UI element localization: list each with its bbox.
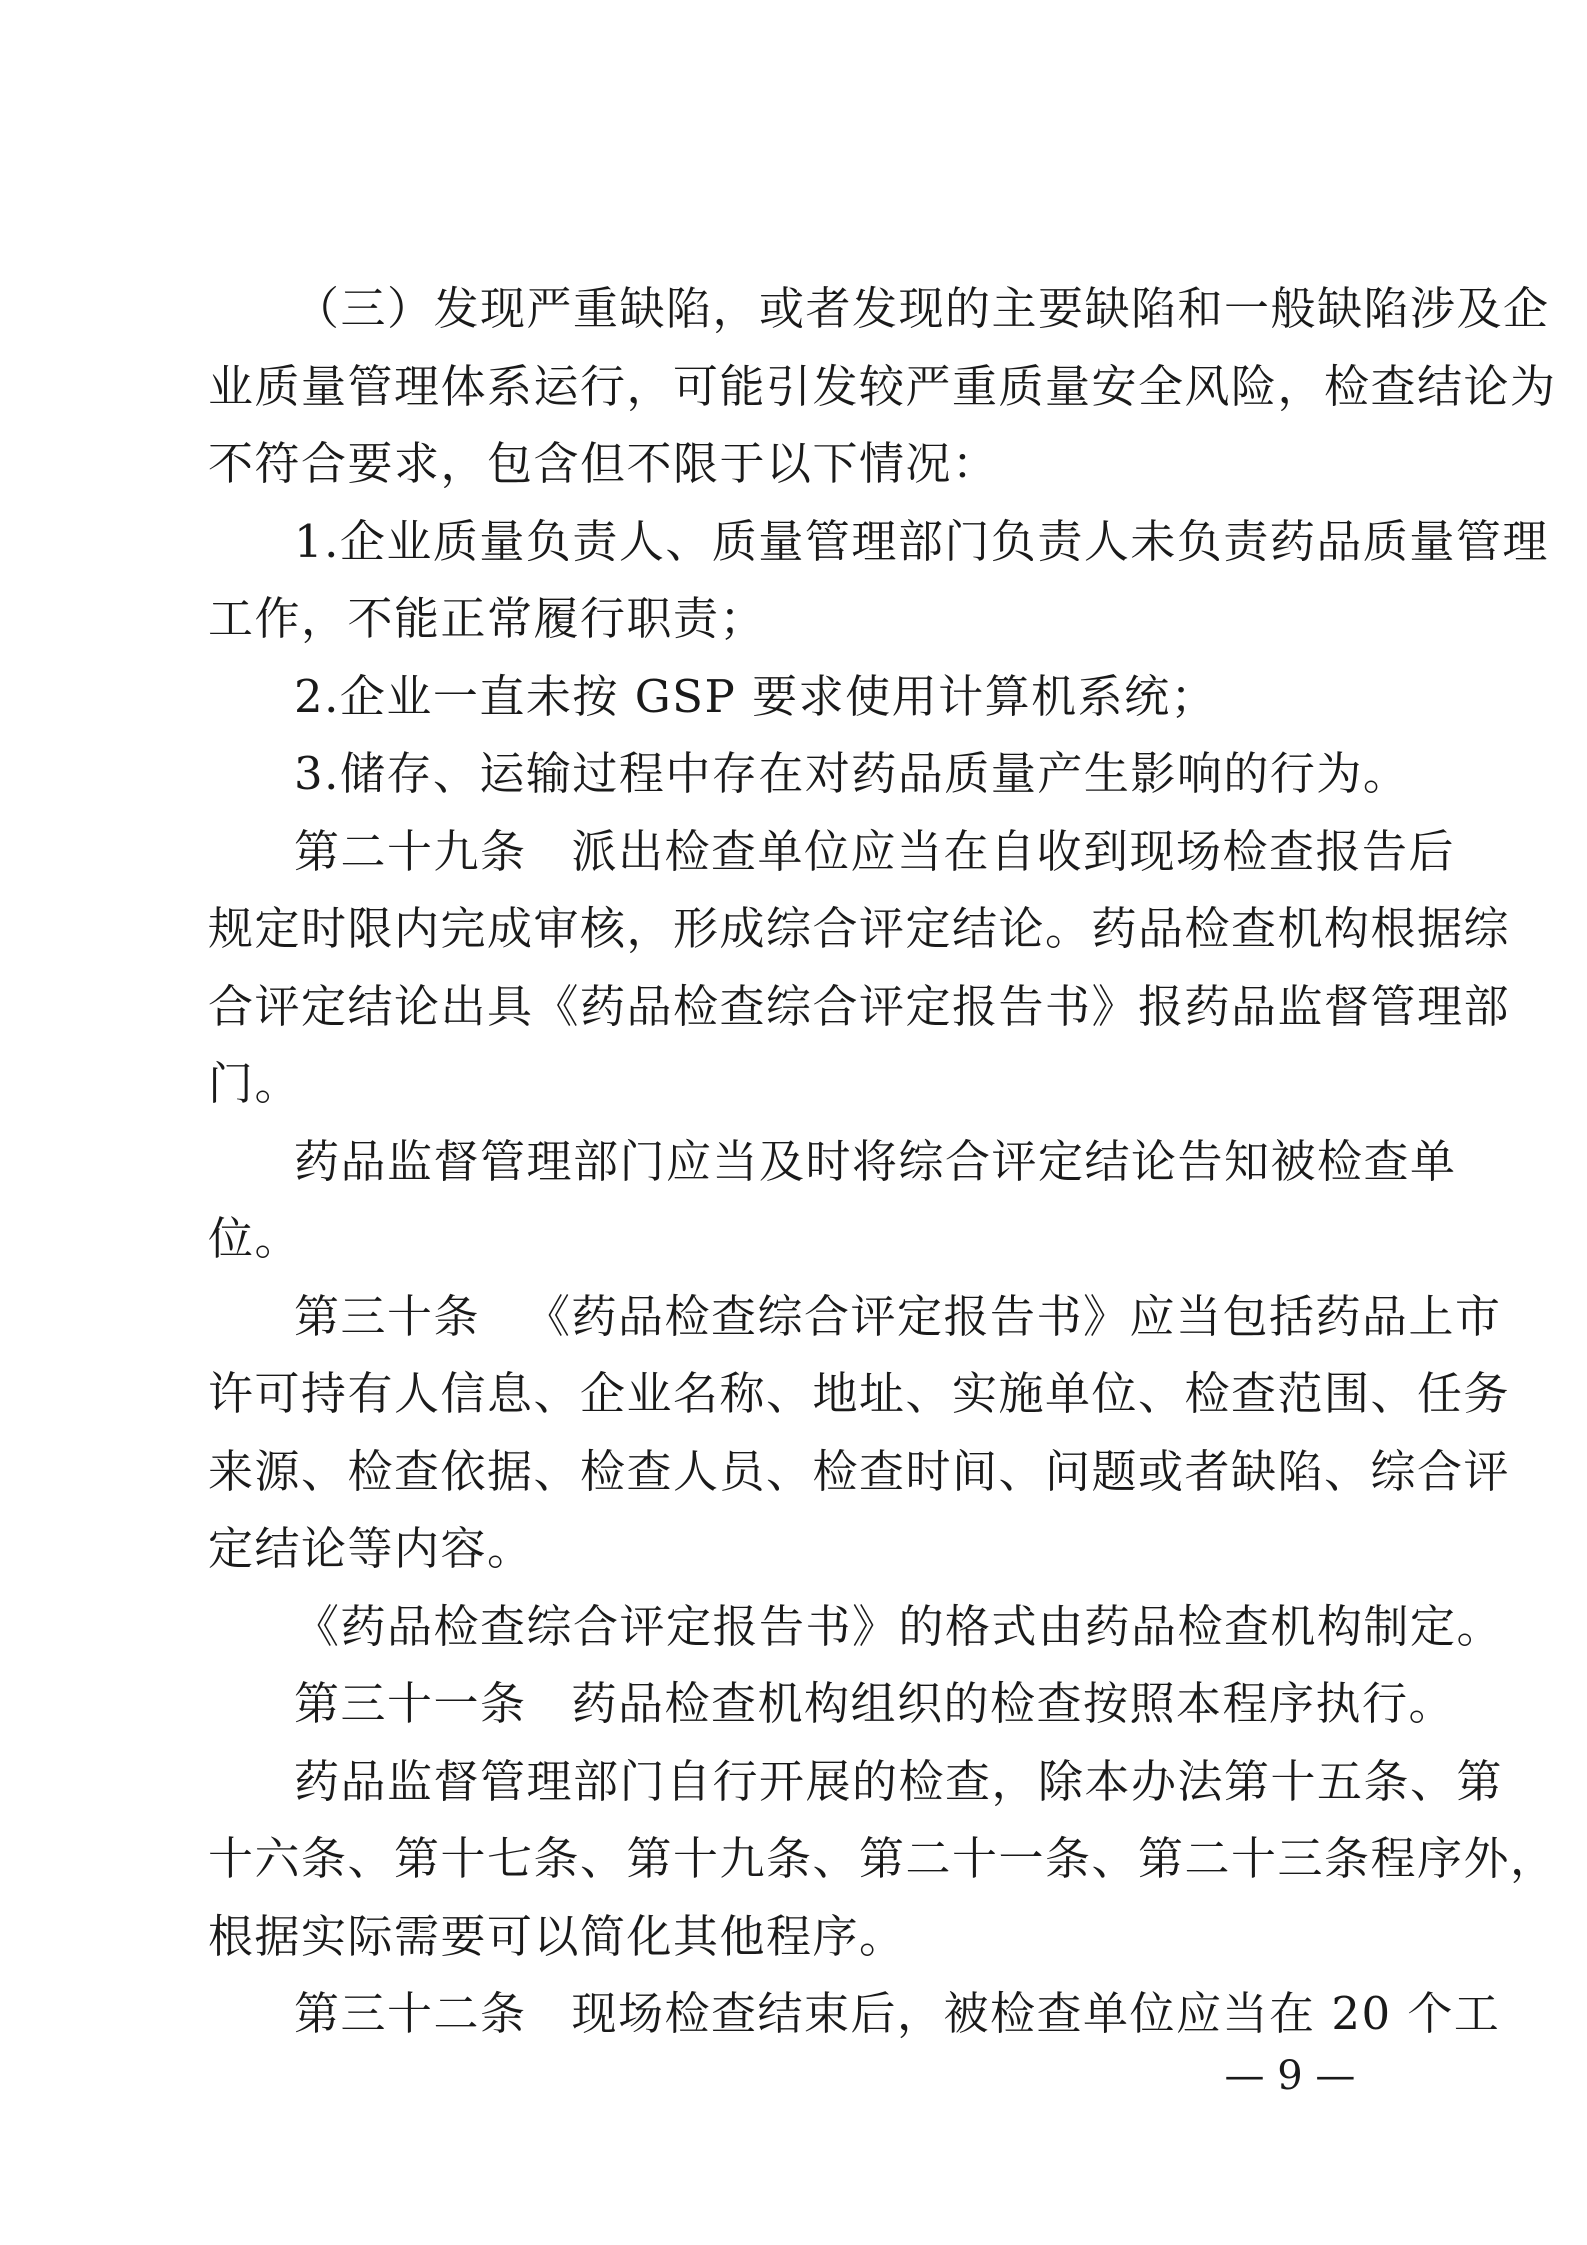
paragraph-line: 定结论等内容。 (208, 1522, 534, 1575)
paragraph-line: （三）发现严重缺陷，或者发现的主要缺陷和一般缺陷涉及企 (294, 282, 1550, 335)
article-line (208, 1665, 1456, 1743)
paragraph-line: 位。 (208, 1212, 302, 1265)
paragraph-line: 《药品检查综合评定报告书》的格式由药品检查机构制定。 (294, 1599, 1504, 1653)
paragraph-line: 1.企业质量负责人、质量管理部门负责人未负责药品质量管理 (294, 514, 1549, 568)
paragraph-line: 药品监督管理部门应当及时将综合评定结论告知被检查单 (294, 1134, 1457, 1188)
document-body (208, 270, 1557, 2053)
article-text: 现场检查结束后，被检查单位应当在 20 个工 (571, 1987, 1501, 2040)
article-line (208, 813, 1456, 891)
paragraph-line: 十六条、第十七条、第十九条、第二十一条、第二十三条程序外， (208, 1832, 1557, 1885)
paragraph-line: 业质量管理体系运行，可能引发较严重质量安全风险，检查结论为 (208, 359, 1557, 413)
article-text: 派出检查单位应当在自收到现场检查报告后 (571, 824, 1456, 878)
paragraph-line: 来源、检查依据、检查人员、检查时间、问题或者缺陷、综合评 (208, 1444, 1511, 1498)
article-heading: 第三十二条 (294, 1987, 527, 2040)
paragraph-line: 工作，不能正常履行职责； (208, 592, 767, 645)
paragraph-line: 根据实际需要可以简化其他程序。 (208, 1909, 906, 1963)
article-line (208, 1278, 1502, 1356)
article-line (208, 1975, 1501, 2053)
article-text: 药品检查机构组织的检查按照本程序执行。 (571, 1677, 1456, 1730)
paragraph-line: 3.储存、运输过程中存在对药品质量产生影响的行为。 (294, 747, 1410, 800)
paragraph-line: 规定时限内完成审核，形成综合评定结论。药品检查机构根据综 (208, 902, 1511, 955)
article-heading: 第三十条 (294, 1289, 481, 1343)
paragraph-line: 不符合要求，包含但不限于以下情况： (208, 437, 999, 490)
paragraph-line: 药品监督管理部门自行开展的检查，除本办法第十五条、第 (294, 1754, 1504, 1808)
page-number: — 9 — (1224, 2053, 1356, 2099)
article-text: 《药品检查综合评定报告书》应当包括药品上市 (525, 1289, 1502, 1343)
paragraph-line: 合评定结论出具《药品检查综合评定报告书》报药品监督管理部 (208, 979, 1511, 1033)
paragraph-line: 门。 (208, 1057, 302, 1110)
paragraph-line: 许可持有人信息、企业名称、地址、实施单位、检查范围、任务 (208, 1367, 1511, 1420)
paragraph-line: 2.企业一直未按 GSP 要求使用计算机系统； (294, 669, 1218, 723)
article-heading: 第三十一条 (294, 1677, 527, 1730)
article-heading: 第二十九条 (294, 824, 527, 878)
